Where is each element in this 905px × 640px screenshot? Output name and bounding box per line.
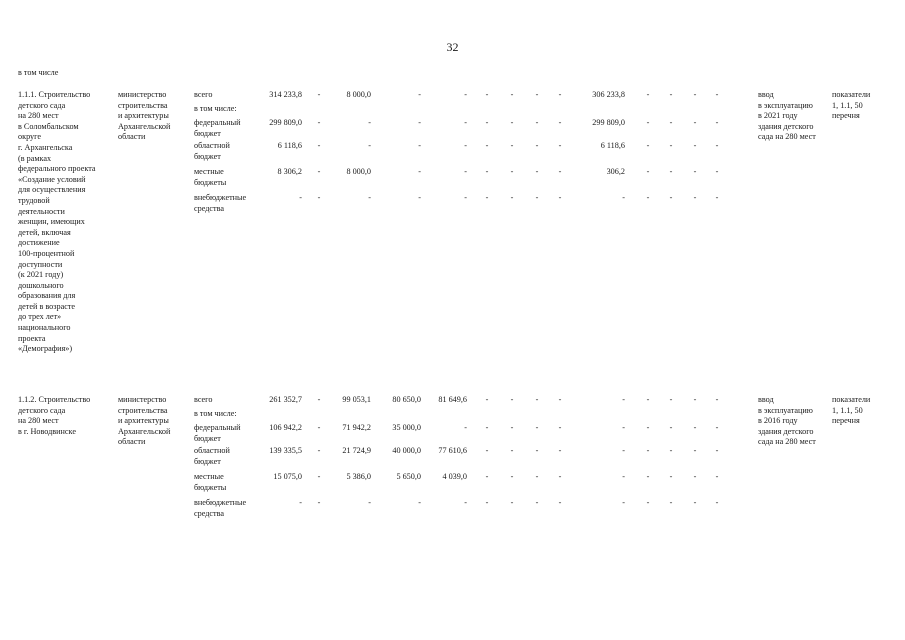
funding-source-label: в том числе: xyxy=(194,104,237,113)
funding-value: - xyxy=(418,498,421,507)
funding-value: 40 000,0 xyxy=(392,446,421,455)
funding-value: - xyxy=(622,423,625,432)
funding-value: - xyxy=(535,167,539,176)
funding-value: - xyxy=(485,395,489,404)
funding-value: - xyxy=(669,141,673,150)
funding-value: - xyxy=(535,395,539,404)
funding-value: 81 649,6 xyxy=(438,395,467,404)
funding-source-label: областной бюджет xyxy=(194,141,230,161)
funding-value: - xyxy=(693,395,697,404)
funding-value: - xyxy=(317,193,321,202)
funding-value: - xyxy=(510,193,514,202)
funding-value: 5 386,0 xyxy=(346,472,371,481)
executor-name: министерство строительства и архитектуры Архангельской области xyxy=(118,90,171,142)
funding-source-label: всего xyxy=(194,90,213,99)
funding-value: - xyxy=(669,472,673,481)
funding-value: - xyxy=(693,423,697,432)
funding-value: - xyxy=(510,167,514,176)
funding-value: - xyxy=(693,472,697,481)
funding-value: - xyxy=(510,90,514,99)
funding-value: - xyxy=(368,141,371,150)
funding-value: - xyxy=(622,193,625,202)
funding-value: - xyxy=(646,472,650,481)
funding-value: - xyxy=(535,118,539,127)
funding-value: - xyxy=(558,395,562,404)
funding-source-label: федеральный бюджет xyxy=(194,423,241,443)
funding-value: - xyxy=(317,472,321,481)
funding-value: - xyxy=(464,193,467,202)
funding-value: - xyxy=(715,193,719,202)
funding-value: - xyxy=(535,423,539,432)
funding-value: - xyxy=(715,167,719,176)
funding-value: - xyxy=(646,141,650,150)
funding-value: - xyxy=(715,90,719,99)
funding-value: 8 000,0 xyxy=(346,167,371,176)
funding-value: 306,2 xyxy=(606,167,625,176)
funding-value: - xyxy=(535,446,539,455)
funding-value: 314 233,8 xyxy=(269,90,302,99)
funding-value: - xyxy=(418,90,421,99)
funding-value: - xyxy=(693,141,697,150)
funding-source-label: всего xyxy=(194,395,213,404)
funding-value: - xyxy=(558,193,562,202)
funding-value: - xyxy=(368,193,371,202)
funding-source-label: федеральный бюджет xyxy=(194,118,241,138)
funding-value: - xyxy=(646,395,650,404)
funding-value: - xyxy=(715,141,719,150)
funding-value: - xyxy=(418,167,421,176)
funding-value: 261 352,7 xyxy=(269,395,302,404)
funding-value: - xyxy=(646,90,650,99)
funding-value: - xyxy=(669,423,673,432)
funding-value: - xyxy=(510,118,514,127)
funding-value: 106 942,2 xyxy=(269,423,302,432)
funding-value: 4 039,0 xyxy=(442,472,467,481)
funding-value: 306 233,8 xyxy=(592,90,625,99)
funding-value: 99 053,1 xyxy=(342,395,371,404)
funding-value: - xyxy=(622,395,625,404)
funding-value: 6 118,6 xyxy=(277,141,302,150)
funding-value: - xyxy=(464,498,467,507)
funding-value: - xyxy=(485,90,489,99)
expected-result: ввод в эксплуатацию в 2016 году здания детского сада на 280 мест xyxy=(758,395,816,447)
funding-value: - xyxy=(622,472,625,481)
funding-value: - xyxy=(558,141,562,150)
funding-value: 5 650,0 xyxy=(396,472,421,481)
funding-value: 6 118,6 xyxy=(600,141,625,150)
funding-value: - xyxy=(558,472,562,481)
funding-value: - xyxy=(715,423,719,432)
funding-value: 71 942,2 xyxy=(342,423,371,432)
funding-value: - xyxy=(715,472,719,481)
funding-value: - xyxy=(418,118,421,127)
target-indicators: показатели 1, 1.1, 50 перечня xyxy=(832,90,871,121)
funding-value: - xyxy=(485,472,489,481)
funding-value: 15 075,0 xyxy=(273,472,302,481)
funding-value: - xyxy=(510,395,514,404)
funding-value: - xyxy=(669,193,673,202)
funding-value: - xyxy=(693,90,697,99)
funding-value: - xyxy=(418,193,421,202)
target-indicators: показатели 1, 1.1, 50 перечня xyxy=(832,395,871,426)
funding-source-label: внебюджетные средства xyxy=(194,193,247,213)
funding-value: 8 000,0 xyxy=(346,90,371,99)
funding-value: - xyxy=(646,167,650,176)
funding-value: - xyxy=(535,141,539,150)
funding-value: - xyxy=(535,472,539,481)
funding-value: - xyxy=(622,446,625,455)
funding-value: - xyxy=(646,118,650,127)
funding-value: - xyxy=(715,498,719,507)
funding-value: - xyxy=(715,446,719,455)
event-title: 1.1.2. Строительство детского сада на 280 мест в г. Новодвинске xyxy=(18,395,91,436)
funding-source-label: областной бюджет xyxy=(194,446,230,466)
funding-value: - xyxy=(464,167,467,176)
expected-result: ввод в эксплуатацию в 2021 году здания детского сада на 280 мест xyxy=(758,90,816,142)
funding-value: - xyxy=(558,423,562,432)
funding-value: - xyxy=(558,446,562,455)
funding-source-label: местные бюджеты xyxy=(194,472,227,492)
funding-value: - xyxy=(669,90,673,99)
funding-value: - xyxy=(715,395,719,404)
funding-value: - xyxy=(535,90,539,99)
funding-value: 299 809,0 xyxy=(592,118,625,127)
funding-value: - xyxy=(317,395,321,404)
funding-value: 80 650,0 xyxy=(392,395,421,404)
funding-value: - xyxy=(535,193,539,202)
funding-value: - xyxy=(464,141,467,150)
funding-value: - xyxy=(317,446,321,455)
funding-value: - xyxy=(418,141,421,150)
funding-value: - xyxy=(669,167,673,176)
page-number: 32 xyxy=(446,40,459,54)
executor-name: министерство строительства и архитектуры Архангельской области xyxy=(118,395,171,447)
funding-value: - xyxy=(485,193,489,202)
funding-value: 139 335,5 xyxy=(269,446,302,455)
funding-value: - xyxy=(464,90,467,99)
funding-value: - xyxy=(299,193,302,202)
funding-value: - xyxy=(669,395,673,404)
funding-value: - xyxy=(510,472,514,481)
funding-value: - xyxy=(317,167,321,176)
funding-value: - xyxy=(693,498,697,507)
funding-value: - xyxy=(535,498,539,507)
funding-source-label: местные бюджеты xyxy=(194,167,227,187)
funding-value: - xyxy=(299,498,302,507)
funding-value: - xyxy=(317,423,321,432)
funding-value: 8 306,2 xyxy=(277,167,302,176)
funding-value: - xyxy=(510,423,514,432)
funding-value: - xyxy=(646,498,650,507)
funding-value: - xyxy=(558,118,562,127)
event-title: 1.1.1. Строительство детского сада на 280 мест в Соломбальском округе г. Архангельска (в рамках федерального проекта «Создание условий для осуществления трудовой деятельности женщин, имеющих детей, включая достижение 100-процентной доступности (к 2021 году) дошкольного образования для детей в возрасте до трех лет» национального проекта «Демография») xyxy=(18,90,96,354)
funding-value: 77 610,6 xyxy=(438,446,467,455)
funding-value: - xyxy=(558,498,562,507)
intro-text: в том числе xyxy=(18,68,59,77)
funding-value: - xyxy=(510,141,514,150)
funding-value: - xyxy=(485,423,489,432)
funding-value: - xyxy=(485,446,489,455)
funding-value: - xyxy=(646,446,650,455)
funding-value: - xyxy=(368,118,371,127)
funding-value: - xyxy=(317,90,321,99)
funding-value: - xyxy=(510,498,514,507)
funding-value: - xyxy=(368,498,371,507)
funding-value: - xyxy=(485,167,489,176)
funding-value: - xyxy=(693,193,697,202)
funding-value: - xyxy=(464,423,467,432)
funding-value: - xyxy=(669,118,673,127)
funding-value: - xyxy=(669,446,673,455)
funding-value: 299 809,0 xyxy=(269,118,302,127)
funding-source-label: в том числе: xyxy=(194,409,237,418)
funding-source-label: внебюджетные средства xyxy=(194,498,247,518)
funding-value: - xyxy=(485,498,489,507)
funding-value: - xyxy=(485,141,489,150)
funding-value: - xyxy=(317,118,321,127)
funding-value: - xyxy=(693,446,697,455)
funding-value: - xyxy=(715,118,719,127)
funding-value: - xyxy=(558,167,562,176)
funding-value: - xyxy=(693,118,697,127)
funding-value: - xyxy=(317,141,321,150)
funding-value: - xyxy=(693,167,697,176)
funding-value: - xyxy=(622,498,625,507)
funding-value: 35 000,0 xyxy=(392,423,421,432)
funding-value: - xyxy=(464,118,467,127)
funding-value: - xyxy=(510,446,514,455)
funding-value: - xyxy=(669,498,673,507)
funding-value: - xyxy=(317,498,321,507)
funding-value: - xyxy=(646,193,650,202)
funding-value: - xyxy=(485,118,489,127)
funding-value: - xyxy=(558,90,562,99)
funding-value: - xyxy=(646,423,650,432)
funding-value: 21 724,9 xyxy=(342,446,371,455)
